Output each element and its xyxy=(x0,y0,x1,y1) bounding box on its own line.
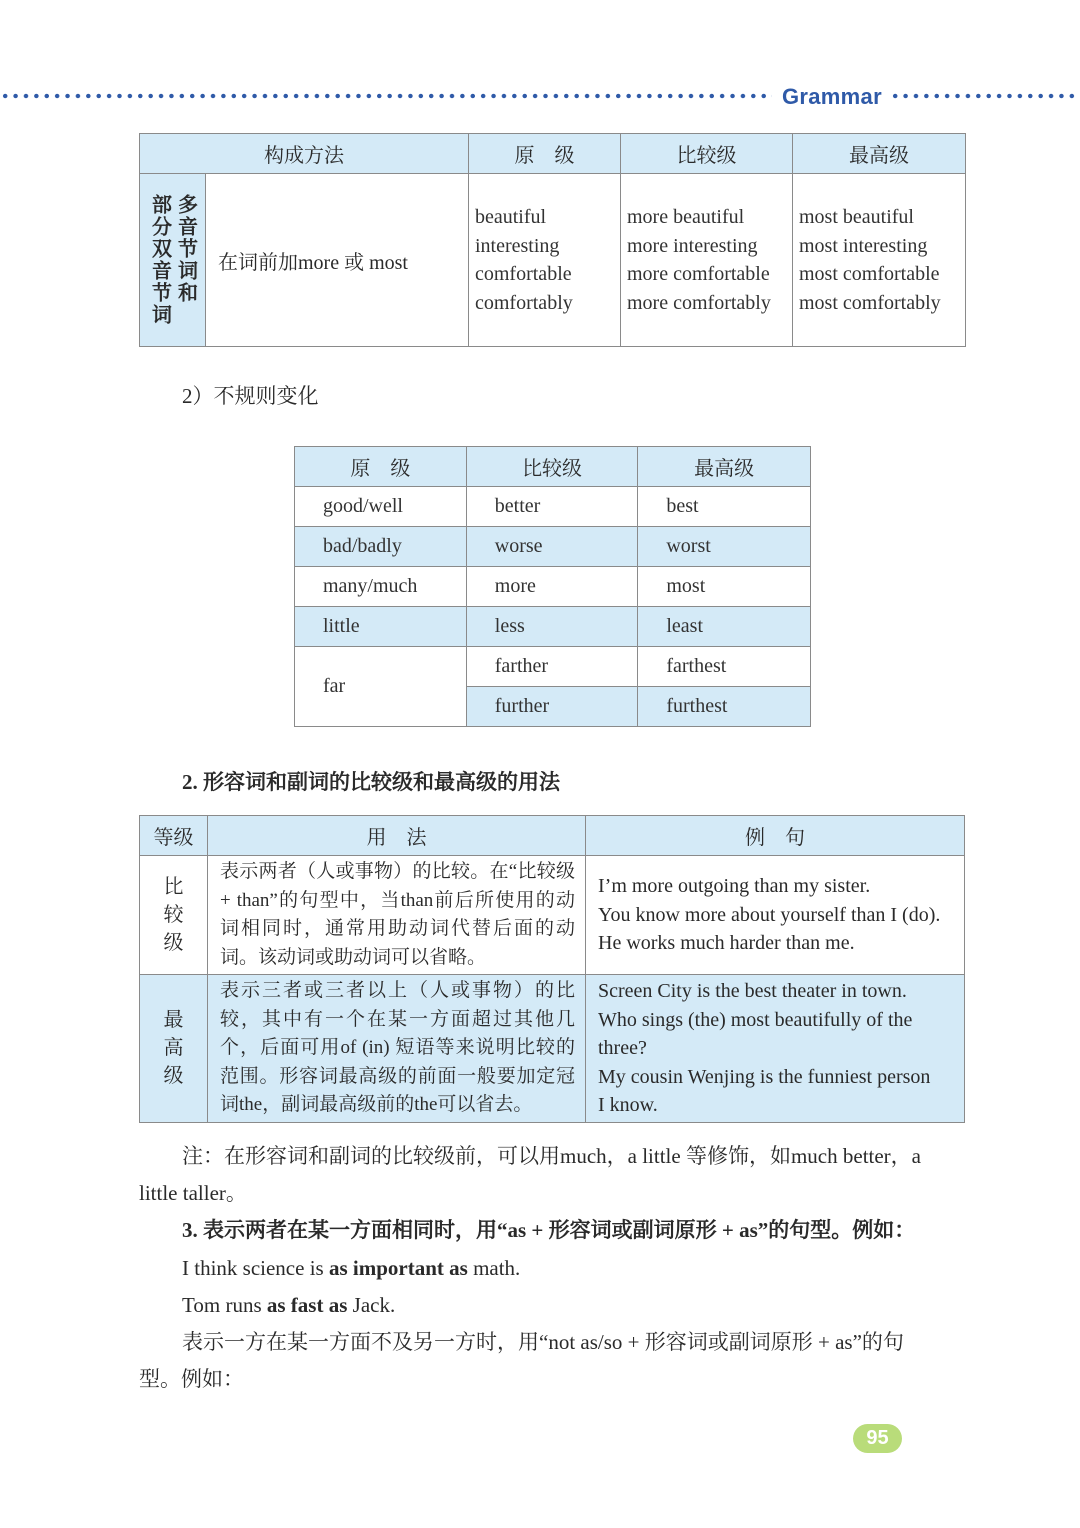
word: comfortably xyxy=(475,291,573,314)
section3-heading: 3. 表示两者在某一方面相同时，用“as + 形容词或副词原形 + as”的句型。例如： xyxy=(182,1218,916,1242)
word: interesting xyxy=(475,234,560,257)
note-line-1: 注：在形容词和副词的比较级前，可以用much，a little 等修饰，如much better，a xyxy=(182,1144,921,1168)
section3-line-3: 表示一方在某一方面不及另一方时，用“not as/so + 形容词或副词原形 + as”的句 xyxy=(182,1330,904,1354)
cell: farthest xyxy=(638,647,811,687)
word: comfortable xyxy=(475,263,572,285)
table-row xyxy=(295,647,811,687)
text: Tom runs xyxy=(182,1293,267,1317)
section-title: Grammar xyxy=(782,84,882,109)
text: I think science is xyxy=(182,1256,329,1280)
cell: little xyxy=(295,607,467,647)
table3-header-example: 例 句 xyxy=(586,816,965,856)
table3-header-usage: 用 法 xyxy=(208,816,586,856)
cell: worst xyxy=(638,527,811,567)
word: more beautiful xyxy=(627,206,745,228)
example-line: You know more about yourself than I (do). xyxy=(598,903,941,926)
example-line: He works much harder than me. xyxy=(598,932,855,955)
cell: better xyxy=(466,487,638,527)
header-dotted-rule xyxy=(0,88,1080,104)
usage-cell: 表示三者或三者以上（人或事物）的比较，其中有一个在某一方面超过其他几个，后面可用of (in) 短语等来说明比较的范围。形容词最高级的前面一般要加定冠词the，副词最高级前的the可以省去。 xyxy=(208,975,586,1123)
level-char: 高 xyxy=(163,1037,184,1060)
table-row xyxy=(295,567,811,607)
table1-header-method: 构成方法 xyxy=(140,134,469,174)
category-line-2: 部分双音节词 xyxy=(148,194,171,326)
table2-header-row xyxy=(295,447,811,487)
text: math. xyxy=(467,1256,521,1280)
table-row xyxy=(140,975,965,1123)
usage-cell: 表示两者（人或事物）的比较。在“比较级 + than”的句型中，当than前后所使用的动词相同时，通常用助动词代替后面的动词。该动词或助动词可以省略。 xyxy=(208,856,586,975)
word: most beautiful xyxy=(799,206,914,228)
level-char: 级 xyxy=(163,1065,184,1088)
level-cell xyxy=(140,975,208,1123)
table1-header-comparative: 比较级 xyxy=(621,134,793,174)
word: most interesting xyxy=(799,234,928,257)
level-char: 最 xyxy=(163,1009,184,1032)
table2-header-superlative: 最高级 xyxy=(638,447,811,487)
example-line: three? xyxy=(598,1037,647,1059)
example-line: Who sings (the) most beautifully of the xyxy=(598,1008,913,1031)
cell: farther xyxy=(466,647,638,687)
highlight: as fast as xyxy=(266,1293,348,1317)
cell: worse xyxy=(466,527,638,567)
word: most comfortable xyxy=(799,263,940,285)
example-cell xyxy=(586,975,965,1123)
cell: most xyxy=(638,567,811,607)
cell: good/well xyxy=(295,487,467,527)
cell: further xyxy=(466,687,638,727)
table2-header-positive: 原 级 xyxy=(295,447,467,487)
table1-header-superlative: 最高级 xyxy=(793,134,966,174)
table1-positive-cell xyxy=(469,174,621,347)
level-char: 较 xyxy=(163,904,184,926)
regular-forms-table xyxy=(139,133,966,347)
table-row xyxy=(295,607,811,647)
table1-method-cell: 在词前加more 或 most xyxy=(206,174,469,347)
table3-header-level: 等级 xyxy=(140,816,208,856)
level-char: 比 xyxy=(163,876,184,898)
cell: furthest xyxy=(638,687,811,727)
example-line: My cousin Wenjing is the funniest person xyxy=(598,1065,931,1088)
example-line: Screen City is the best theater in town. xyxy=(598,980,907,1002)
section3-line-4: 型。例如： xyxy=(139,1367,244,1391)
word: more comfortably xyxy=(627,291,771,314)
table3-header-row xyxy=(140,816,965,856)
word: most comfortably xyxy=(799,291,941,314)
table1-superlative-cell xyxy=(793,174,966,347)
highlight: as important as xyxy=(328,1256,468,1280)
cell: best xyxy=(638,487,811,527)
category-line-1: 多音节词和 xyxy=(174,194,197,304)
header-dots-left xyxy=(0,93,772,99)
example-cell xyxy=(586,856,965,975)
cell: less xyxy=(466,607,638,647)
cell: least xyxy=(638,607,811,647)
note-line-2: little taller。 xyxy=(139,1181,247,1205)
cell-far: far xyxy=(295,647,467,727)
example-sentence-1 xyxy=(182,1250,520,1287)
example-line: I’m more outgoing than my sister. xyxy=(598,875,871,898)
table2-header-comparative: 比较级 xyxy=(466,447,638,487)
level-cell xyxy=(140,856,208,975)
cell: more xyxy=(466,567,638,607)
subheading-irregular: 2）不规则变化 xyxy=(182,384,319,408)
example-sentence-2 xyxy=(182,1287,395,1324)
table1-row xyxy=(140,174,966,347)
text: Jack. xyxy=(347,1293,396,1317)
header-dots-right xyxy=(890,93,1080,99)
level-char: 级 xyxy=(163,932,184,954)
page-number-badge: 95 xyxy=(853,1424,902,1453)
cell: many/much xyxy=(295,567,467,607)
section-heading-usage: 2. 形容词和副词的比较级和最高级的用法 xyxy=(182,770,560,794)
example-line: I know. xyxy=(598,1094,658,1116)
usage-table xyxy=(139,815,965,1123)
cell: bad/badly xyxy=(295,527,467,567)
table1-header-positive: 原 级 xyxy=(469,134,621,174)
irregular-forms-table xyxy=(294,446,811,727)
table1-category-cell xyxy=(140,174,206,347)
table-row xyxy=(140,856,965,975)
table1-comparative-cell xyxy=(621,174,793,347)
word: more interesting xyxy=(627,234,758,257)
word: more comfortable xyxy=(627,263,770,285)
table-row xyxy=(295,487,811,527)
table1-header-row xyxy=(140,134,966,174)
word: beautiful xyxy=(475,206,547,228)
table-row xyxy=(295,527,811,567)
